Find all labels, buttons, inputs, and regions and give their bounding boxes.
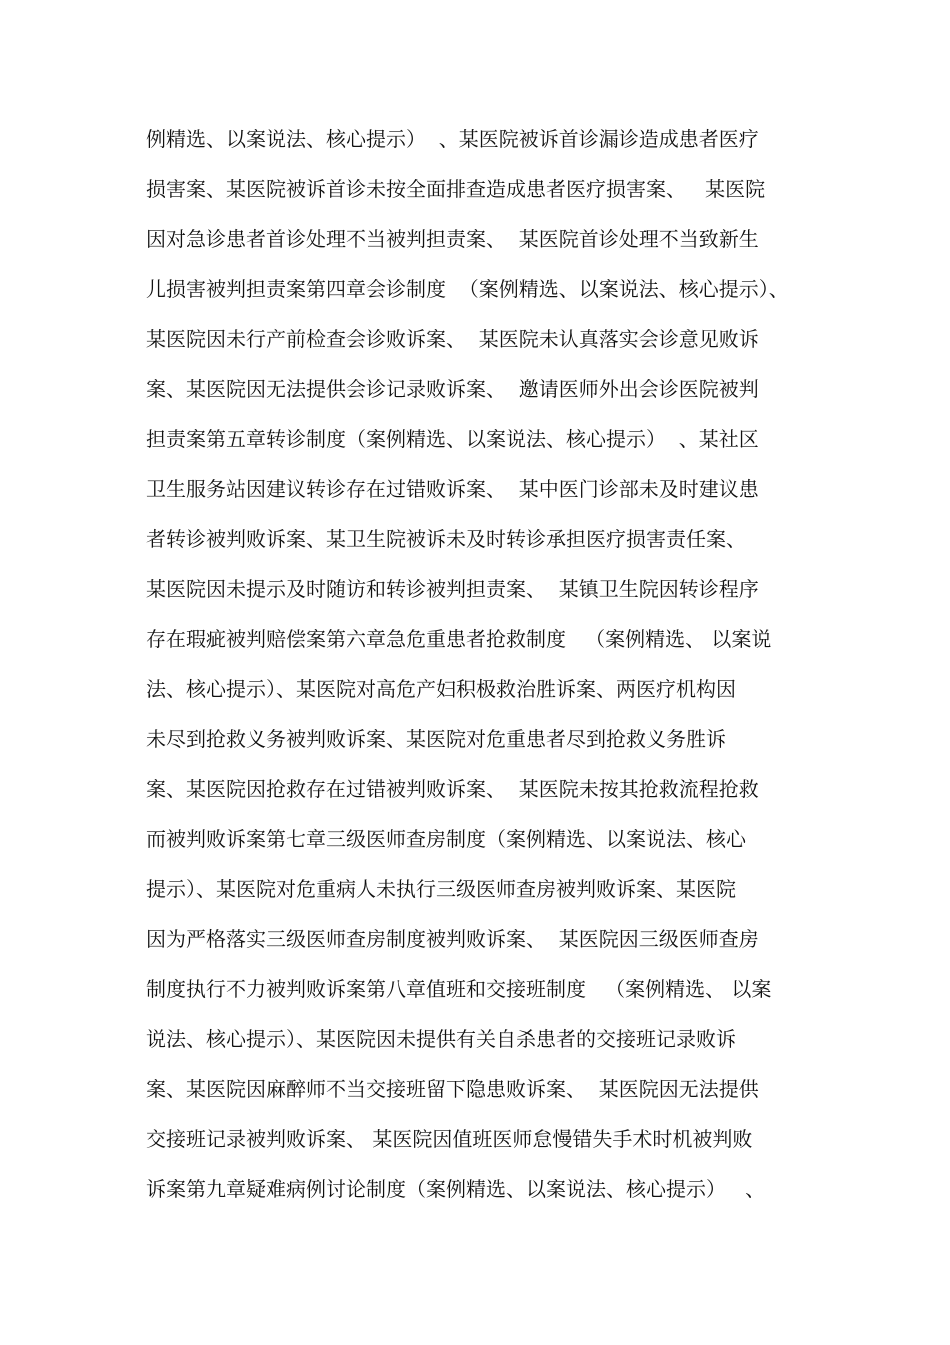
- text-line: 因对急诊患者首诊处理不当被判担责案、 某医院首诊处理不当致新生: [146, 227, 759, 251]
- text-line: 案、某医院因无法提供会诊记录败诉案、 邀请医师外出会诊医院被判: [146, 377, 759, 401]
- text-line: 案、某医院因抢救存在过错被判败诉案、 某医院未按其抢救流程抢救: [146, 777, 759, 801]
- text-line: 制度执行不力被判败诉案第八章值班和交接班制度 （案例精选、 以案: [146, 977, 772, 1001]
- text-line: 而被判败诉案第七章三级医师查房制度（案例精选、以案说法、核心: [146, 827, 746, 851]
- text-line: 卫生服务站因建议转诊存在过错败诉案、 某中医门诊部未及时建议患: [146, 477, 759, 501]
- text-line: 某医院因未提示及时随访和转诊被判担责案、 某镇卫生院因转诊程序: [146, 577, 759, 601]
- text-line: 损害案、某医院被诉首诊未按全面排查造成患者医疗损害案、 某医院: [146, 177, 766, 201]
- text-line: 提示）、某医院对危重病人未执行三级医师查房被判败诉案、某医院: [146, 877, 736, 901]
- body-text: [146, 122, 826, 1222]
- text-line: 者转诊被判败诉案、某卫生院被诉未及时转诊承担医疗损害责任案、: [146, 527, 746, 551]
- text-line: 案、某医院因麻醉师不当交接班留下隐患败诉案、 某医院因无法提供: [146, 1077, 759, 1101]
- text-line: 说法、核心提示）、某医院因未提供有关自杀患者的交接班记录败诉: [146, 1027, 736, 1051]
- text-line: 儿损害被判担责案第四章会诊制度 （案例精选、以案说法、核心提示）、: [146, 277, 789, 301]
- text-line: 担责案第五章转诊制度（案例精选、以案说法、核心提示） 、某社区: [146, 427, 759, 451]
- text-line: 交接班记录被判败诉案、 某医院因值班医师怠慢错失手术时机被判败: [146, 1127, 753, 1151]
- text-line: 诉案第九章疑难病例讨论制度（案例精选、以案说法、核心提示） 、: [146, 1177, 766, 1201]
- text-line: 因为严格落实三级医师查房制度被判败诉案、 某医院因三级医师查房: [146, 927, 759, 951]
- text-line: 法、核心提示）、某医院对高危产妇积极救治胜诉案、两医疗机构因: [146, 677, 736, 701]
- text-line: 某医院因未行产前检查会诊败诉案、 某医院未认真落实会诊意见败诉: [146, 327, 759, 351]
- text-line: 存在瑕疵被判赔偿案第六章急危重患者抢救制度 （案例精选、 以案说: [146, 627, 772, 651]
- text-line: 未尽到抢救义务被判败诉案、某医院对危重患者尽到抢救义务胜诉: [146, 727, 726, 751]
- text-line: 例精选、以案说法、核心提示） 、某医院被诉首诊漏诊造成患者医疗: [146, 127, 759, 151]
